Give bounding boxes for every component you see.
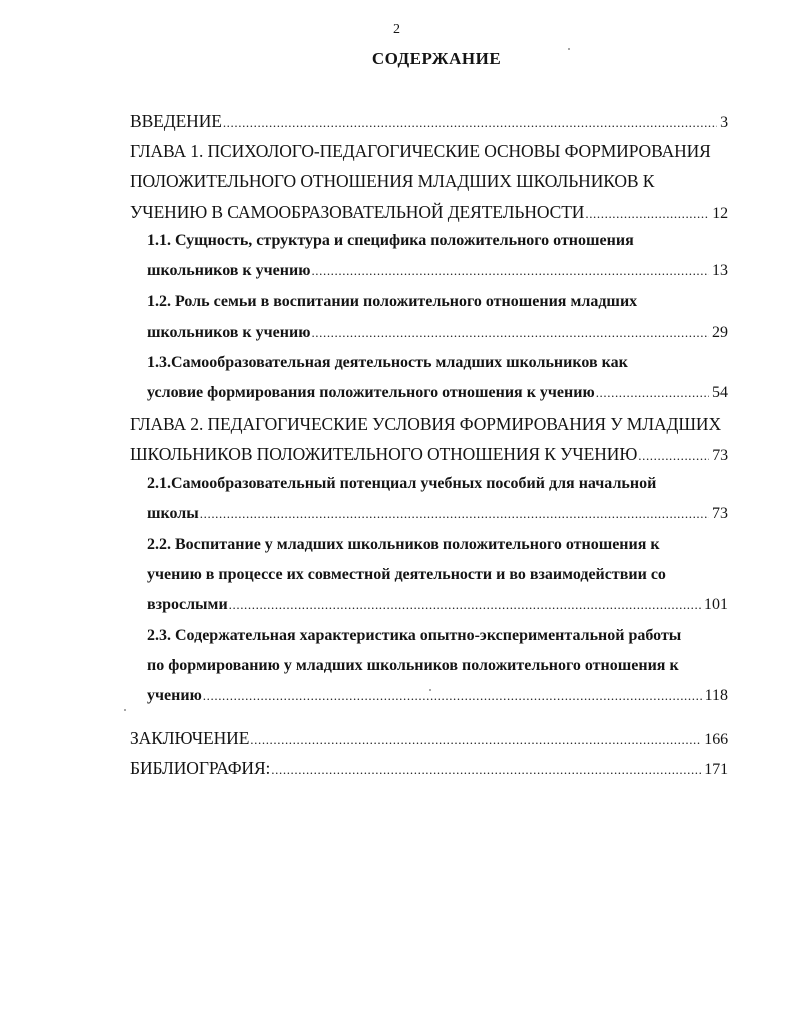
dot-leader: [223, 115, 717, 131]
toc-page-number: 13: [712, 262, 728, 279]
toc-entry-line-last: [130, 728, 728, 749]
scan-speck: [429, 689, 431, 691]
dot-leader: [250, 732, 701, 748]
dot-leader: [585, 206, 709, 222]
toc-entry-text: ЗАКЛЮЧЕНИЕ: [130, 728, 250, 748]
toc-entry-line-last: [147, 324, 728, 342]
toc-page-number: 73: [712, 505, 728, 522]
toc-entry-line: [147, 566, 728, 584]
toc-entry-line-last: [147, 505, 728, 523]
toc-entry-line: [130, 171, 728, 192]
toc-entry-text: школьников к учению: [147, 262, 311, 279]
toc-entry-line: [147, 475, 728, 493]
toc-entry-text: ГЛАВА 2. ПЕДАГОГИЧЕСКИЕ УСЛОВИЯ ФОРМИРОВАНИЯ У МЛАДШИХ: [130, 414, 721, 434]
toc-entry-line-last: [147, 596, 728, 614]
toc-page-number: 171: [704, 761, 728, 778]
toc-entry-line: [147, 293, 728, 311]
dot-leader: [271, 762, 701, 778]
toc-entry-line-last: [130, 202, 728, 223]
toc-entry-line: [147, 536, 728, 554]
toc-entry-text: 2.2. Воспитание у младших школьников положительного отношения к: [147, 536, 660, 553]
toc-entry-line: [130, 141, 728, 162]
toc-title: СОДЕРЖАНИЕ: [371, 49, 502, 68]
dot-leader: [638, 448, 709, 464]
toc-entry-text: школы: [147, 505, 199, 522]
dot-leader: [229, 597, 701, 613]
dot-leader: [203, 688, 702, 704]
toc-entry-text: ВВЕДЕНИЕ: [130, 111, 222, 131]
toc-entry-text: 1.1. Сущность, структура и специфика положительного отношения: [147, 232, 634, 249]
dot-leader: [311, 263, 709, 279]
toc-entry-line-last: [147, 262, 728, 280]
toc-entry-text: учению в процессе их совместной деятельности и во взаимодействии со: [147, 566, 666, 583]
toc-entry-line-last: [130, 111, 728, 132]
toc-entry-line: [147, 232, 728, 250]
toc-page-number: 101: [704, 596, 728, 613]
toc-entry-text: 1.3.Самообразовательная деятельность младших школьников как: [147, 354, 628, 371]
toc-entry-text: учению: [147, 687, 202, 704]
toc-entry-line: [147, 657, 728, 675]
toc-page-number: 54: [712, 384, 728, 401]
dot-leader: [200, 506, 709, 522]
toc-page-number: 12: [712, 205, 728, 222]
toc-entry-line: [147, 354, 728, 372]
toc-entry-text: по формированию у младших школьников положительного отношения к: [147, 657, 679, 674]
toc-page-number: 3: [720, 114, 728, 131]
dot-leader: [311, 325, 709, 341]
scan-speck: [568, 48, 570, 50]
toc-entry-text: 2.1.Самообразовательный потенциал учебных пособий для начальной: [147, 475, 657, 492]
dot-leader: [596, 385, 709, 401]
page-number: 2: [393, 22, 400, 37]
toc-page-number: 166: [704, 731, 728, 748]
toc-entry-text: УЧЕНИЮ В САМООБРАЗОВАТЕЛЬНОЙ ДЕЯТЕЛЬНОСТИ: [130, 202, 585, 222]
toc-entry-text: ПОЛОЖИТЕЛЬНОГО ОТНОШЕНИЯ МЛАДШИХ ШКОЛЬНИКОВ К: [130, 171, 655, 191]
toc-entry-line: [130, 414, 728, 435]
scan-speck: [124, 709, 126, 711]
toc-entry-line-last: [147, 687, 728, 705]
toc-entry-line-last: [147, 384, 728, 402]
toc-entry-text: БИБЛИОГРАФИЯ:: [130, 758, 271, 778]
toc-entry-line-last: [130, 758, 728, 779]
toc-page-number: 118: [704, 687, 728, 704]
toc-entry-line-last: [130, 444, 728, 465]
toc-entry-text: ГЛАВА 1. ПСИХОЛОГО-ПЕДАГОГИЧЕСКИЕ ОСНОВЫ ФОРМИРОВАНИЯ: [130, 141, 711, 161]
toc-entry-text: школьников к учению: [147, 324, 311, 341]
toc-entry-text: взрослыми: [147, 596, 228, 613]
toc-entry-text: 2.3. Содержательная характеристика опытно-экспериментальной работы: [147, 627, 682, 644]
toc-entry-text: условие формирования положительного отношения к учению: [147, 384, 595, 401]
toc-entry-text: 1.2. Роль семьи в воспитании положительного отношения младших: [147, 293, 638, 310]
toc-page-number: 29: [712, 324, 728, 341]
toc-page-number: 73: [712, 447, 728, 464]
toc-entry-text: ШКОЛЬНИКОВ ПОЛОЖИТЕЛЬНОГО ОТНОШЕНИЯ К УЧЕНИЮ: [130, 444, 638, 464]
toc-entry-line: [147, 627, 728, 645]
